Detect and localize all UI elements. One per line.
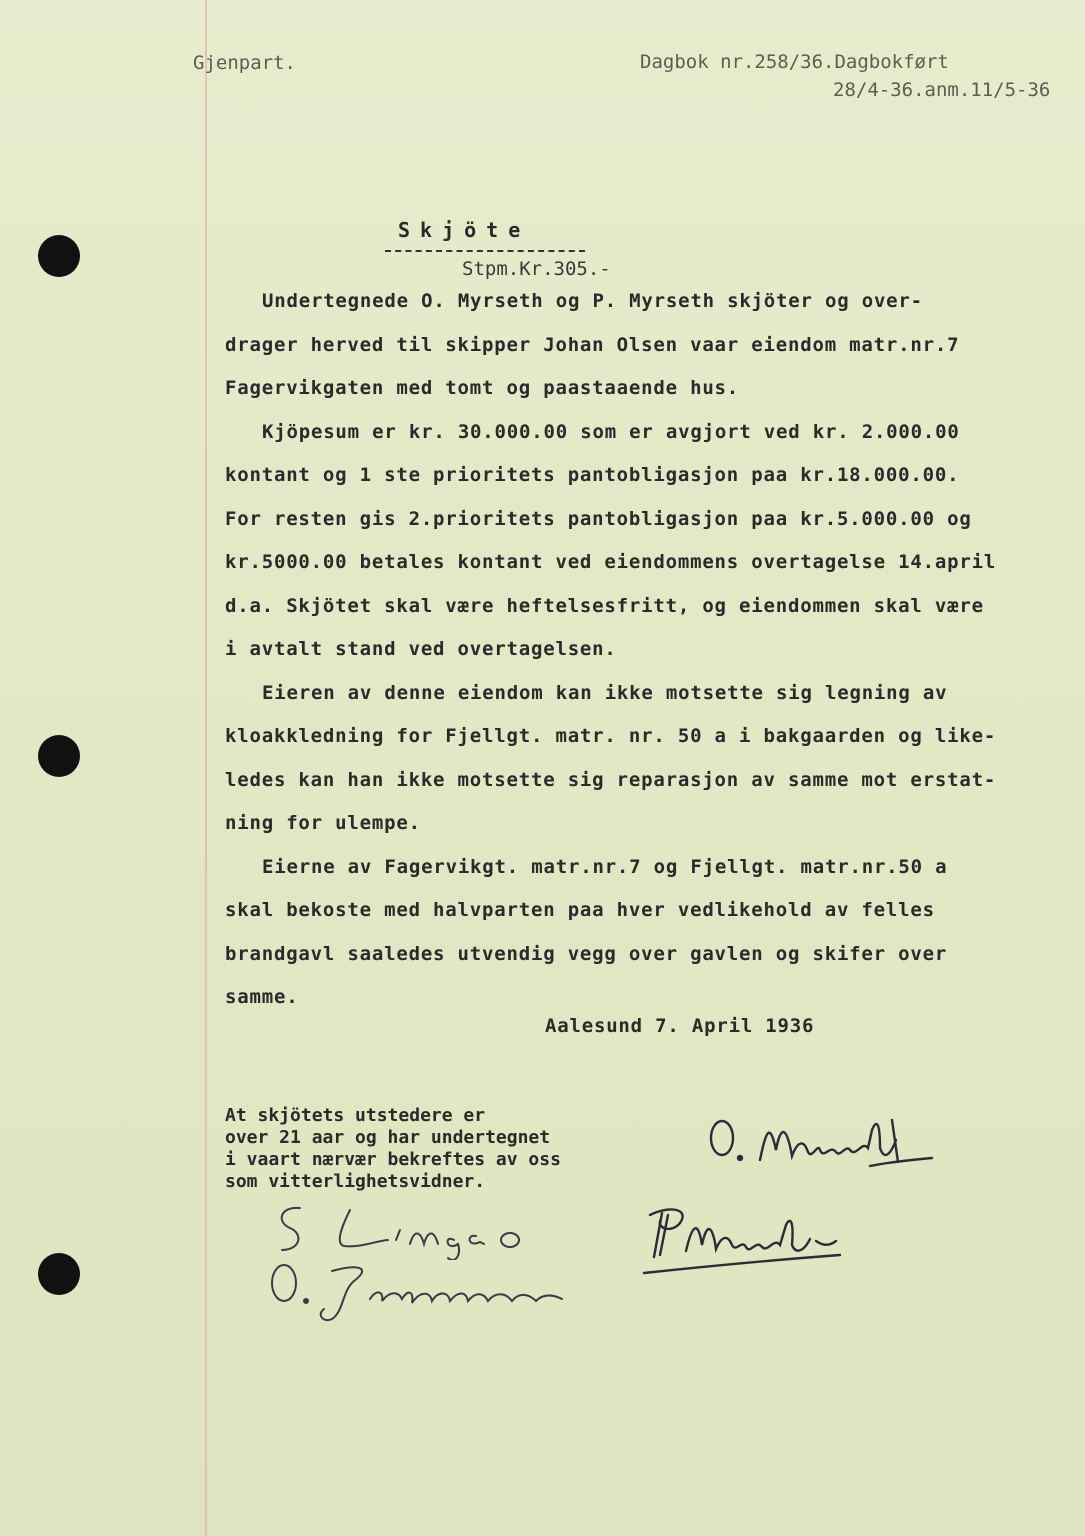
- deed-line: kloakkledning for Fjellgt. matr. nr. 50 a i bakgaarden og like-: [225, 725, 997, 747]
- deed-line: Eierne av Fagervikgt. matr.nr.7 og Fjellgt. matr.nr.50 a: [262, 855, 948, 878]
- punch-hole: [38, 1253, 80, 1295]
- deed-line: brandgavl saaledes utvendig vegg over gavlen og skifer over: [225, 942, 948, 965]
- deed-line: ning for ulempe.: [225, 812, 421, 834]
- copy-label: Gjenpart.: [193, 52, 296, 74]
- deed-line: skal bekoste med halvparten paa hver vedlikehold av felles: [225, 899, 935, 921]
- document-title: Skjöte: [398, 218, 531, 242]
- deed-line: For resten gis 2.prioritets pantobligasjon paa kr.5.000.00 og: [225, 507, 972, 530]
- punch-hole: [38, 735, 80, 777]
- stamp-duty: Stpm.Kr.305.-: [462, 258, 611, 280]
- journal-reference-line-2: 28/4-36.anm.11/5-36: [833, 79, 1051, 101]
- signature-p-myrseth: [640, 1195, 850, 1280]
- deed-line: i avtalt stand ved overtagelsen.: [225, 638, 617, 660]
- title-underline: [385, 250, 585, 252]
- journal-reference: [640, 48, 1050, 104]
- witness-statement-line: som vitterlighetsvidner.: [225, 1171, 486, 1192]
- place-and-date: Aalesund 7. April 1936: [545, 1015, 815, 1037]
- deed-line: Undertegnede O. Myrseth og P. Myrseth skjöter og over-: [262, 290, 923, 312]
- witness-statement: [225, 1105, 561, 1193]
- deed-line: d.a. Skjötet skal være heftelsesfritt, og eiendommen skal være: [225, 594, 984, 617]
- deed-line: samme.: [225, 986, 299, 1008]
- signature-s-lingaas: [270, 1200, 540, 1260]
- witness-statement-line: i vaart nærvær bekreftes av oss: [225, 1149, 561, 1170]
- deed-line: Eieren av denne eiendom kan ikke motsette sig legning av: [262, 681, 948, 704]
- deed-body: [225, 280, 1045, 1020]
- signature-o-myrseth: [700, 1100, 940, 1180]
- deed-line: kontant og 1 ste prioritets pantobligasjon paa kr.18.000.00.: [225, 464, 960, 486]
- deed-line: Fagervikgaten med tomt og paastaaende hus.: [225, 377, 740, 399]
- signature-o-jorgensen: [262, 1255, 572, 1325]
- witness-statement-line: At skjötets utstedere er: [225, 1105, 486, 1126]
- deed-line: kr.5000.00 betales kontant ved eiendommens overtagelse 14.april: [225, 551, 997, 573]
- deed-line: Kjöpesum er kr. 30.000.00 som er avgjort ved kr. 2.000.00: [262, 420, 960, 443]
- punch-hole: [38, 235, 80, 277]
- deed-line: ledes kan han ikke motsette sig reparasjon av samme mot erstat-: [225, 768, 997, 791]
- deed-line: drager herved til skipper Johan Olsen vaar eiendom matr.nr.7: [225, 333, 960, 356]
- margin-rule: [205, 0, 207, 1536]
- journal-reference-line-1: Dagbok nr.258/36.Dagbokført: [640, 51, 949, 73]
- witness-statement-line: over 21 aar og har undertegnet: [225, 1127, 551, 1148]
